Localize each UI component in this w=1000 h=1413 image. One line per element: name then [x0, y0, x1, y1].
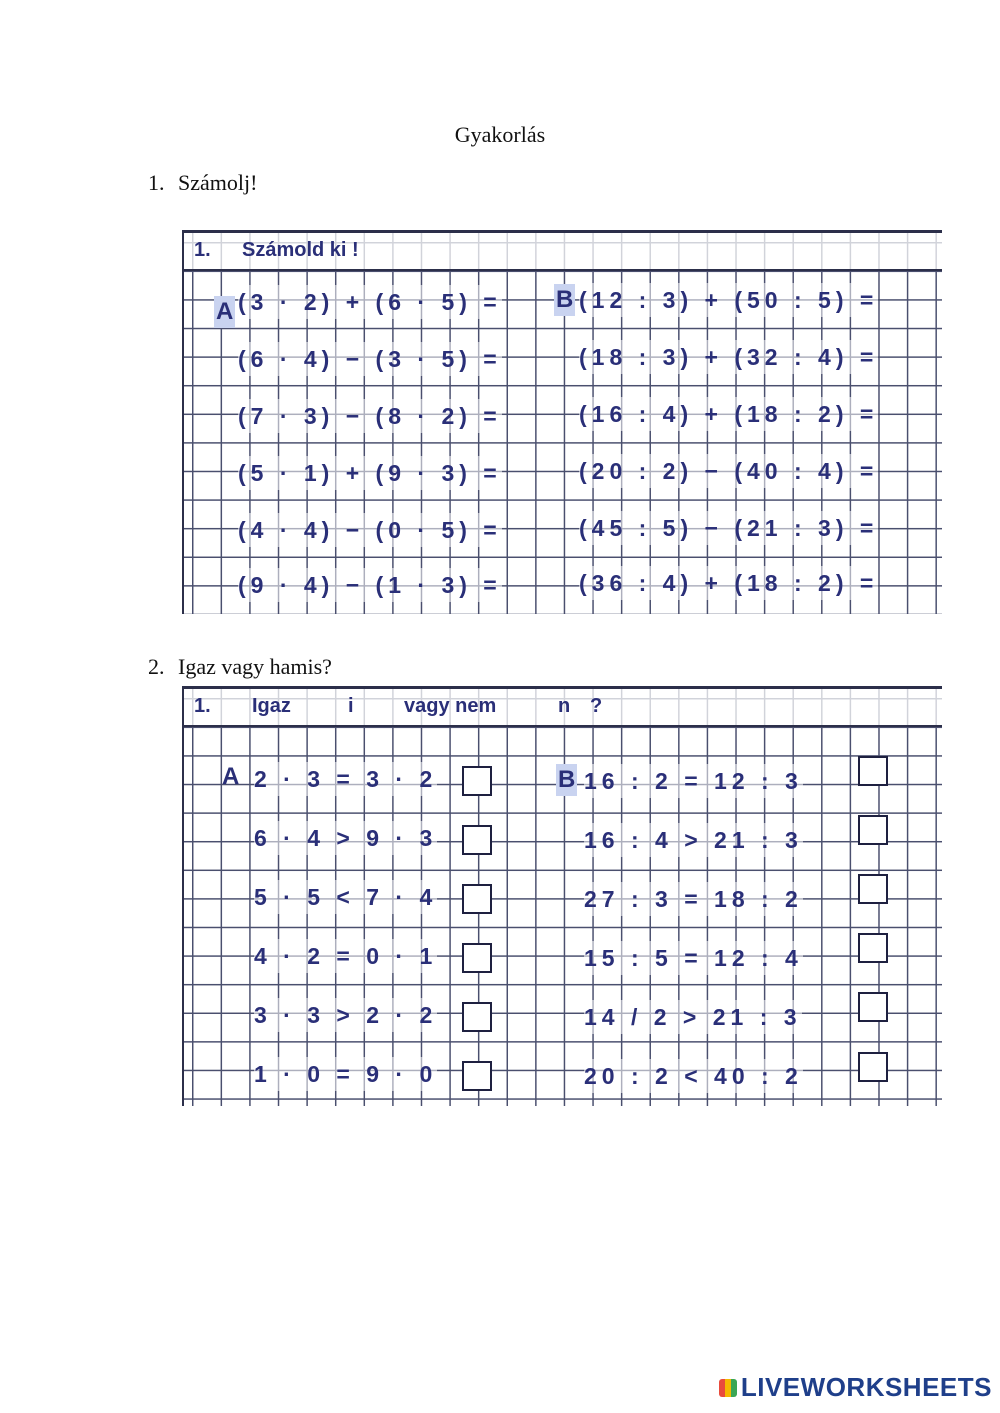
task2-heading [148, 654, 332, 680]
task2-grid-header-number: 1. [194, 695, 211, 717]
task2-grid [182, 686, 942, 1106]
task2-b-answer-box-2[interactable] [858, 815, 888, 845]
task2-grid-header-question: ? [590, 695, 603, 717]
task2-a-row-6: 1 · 0 = 9 · 0 [254, 1057, 437, 1091]
task2-b-row-5: 14 / 2 > 21 : 3 [584, 1000, 802, 1034]
liveworksheets-mark-icon [719, 1379, 737, 1397]
task1-b-row-5: (45 : 5) − (21 : 3) = [579, 511, 878, 545]
task1-grid [182, 230, 942, 614]
task1-b-row-1: (12 : 3) + (50 : 5) = [579, 283, 878, 317]
task1-grid-header [184, 230, 942, 271]
task2-b-row-6: 20 : 2 < 40 : 2 [584, 1059, 803, 1093]
task2-b-answer-box-1[interactable] [858, 756, 888, 786]
task2-a-answer-box-2[interactable] [462, 825, 492, 855]
task2-b-row-2: 16 : 4 > 21 : 3 [584, 823, 803, 857]
task1-b-row-6: (36 : 4) + (18 : 2) = [579, 566, 878, 600]
task1-b-row-3: (16 : 4) + (18 : 2) = [579, 397, 878, 431]
task1-a-row-4: (5 · 1) + (9 · 3) = [238, 456, 502, 490]
task1-a-row-3: (7 · 3) − (8 · 2) = [238, 399, 502, 433]
task2-grid-header [184, 686, 942, 727]
task1-a-row-1: (3 · 2) + (6 · 5) = [238, 285, 502, 319]
task2-a-row-2: 6 · 4 > 9 · 3 [254, 821, 437, 855]
task2-b-row-1: 16 : 2 = 12 : 3 [584, 764, 803, 798]
task1-grid-header-number: 1. [194, 239, 211, 261]
task1-heading-text: Számolj! [178, 170, 258, 195]
task2-grid-header-vagy-nem: vagy nem [404, 695, 497, 717]
task2-a-answer-box-5[interactable] [462, 1002, 492, 1032]
task2-a-answer-box-6[interactable] [462, 1061, 492, 1091]
task2-a-answer-box-4[interactable] [462, 943, 492, 973]
task2-grid-header-n: n [558, 695, 571, 717]
task2-b-row-4: 15 : 5 = 12 : 4 [584, 941, 803, 975]
task1-a-row-5: (4 · 4) − (0 · 5) = [238, 513, 502, 547]
task2-label-b: B [556, 764, 577, 796]
task1-heading [148, 170, 257, 196]
task2-a-row-1: 2 · 3 = 3 · 2 [254, 762, 437, 796]
task1-grid-header-text: Számold ki ! [242, 239, 359, 261]
liveworksheets-logo [719, 1372, 992, 1403]
task2-b-answer-box-4[interactable] [858, 933, 888, 963]
task2-heading-text: Igaz vagy hamis? [178, 654, 332, 679]
task1-number: 1. [148, 170, 165, 195]
task2-a-row-4: 4 · 2 = 0 · 1 [254, 939, 437, 973]
task1-a-row-2: (6 · 4) − (3 · 5) = [238, 342, 502, 376]
liveworksheets-brand-text: LIVEWORKSHEETS [740, 1372, 992, 1402]
task1-b-row-4: (20 : 2) − (40 : 4) = [579, 454, 878, 488]
task2-a-answer-box-1[interactable] [462, 766, 492, 796]
task1-a-row-6: (9 · 4) − (1 · 3) = [238, 568, 502, 602]
task2-a-row-5: 3 · 3 > 2 · 2 [254, 998, 437, 1032]
task2-b-answer-box-3[interactable] [858, 874, 888, 904]
task2-b-row-3: 27 : 3 = 18 : 2 [584, 882, 803, 916]
task1-b-row-2: (18 : 3) + (32 : 4) = [579, 340, 878, 374]
task1-label-b: B [554, 284, 575, 316]
task2-b-answer-box-6[interactable] [858, 1052, 888, 1082]
task2-grid-header-i: i [348, 695, 354, 717]
task2-grid-header-igaz: Igaz [252, 695, 291, 717]
task1-label-a: A [214, 296, 235, 328]
task2-a-row-3: 5 · 5 < 7 · 4 [254, 880, 437, 914]
task2-number: 2. [148, 654, 165, 679]
task2-b-answer-box-5[interactable] [858, 992, 888, 1022]
page-title: Gyakorlás [454, 122, 546, 147]
task2-a-answer-box-3[interactable] [462, 884, 492, 914]
task2-label-a: A [222, 763, 240, 790]
